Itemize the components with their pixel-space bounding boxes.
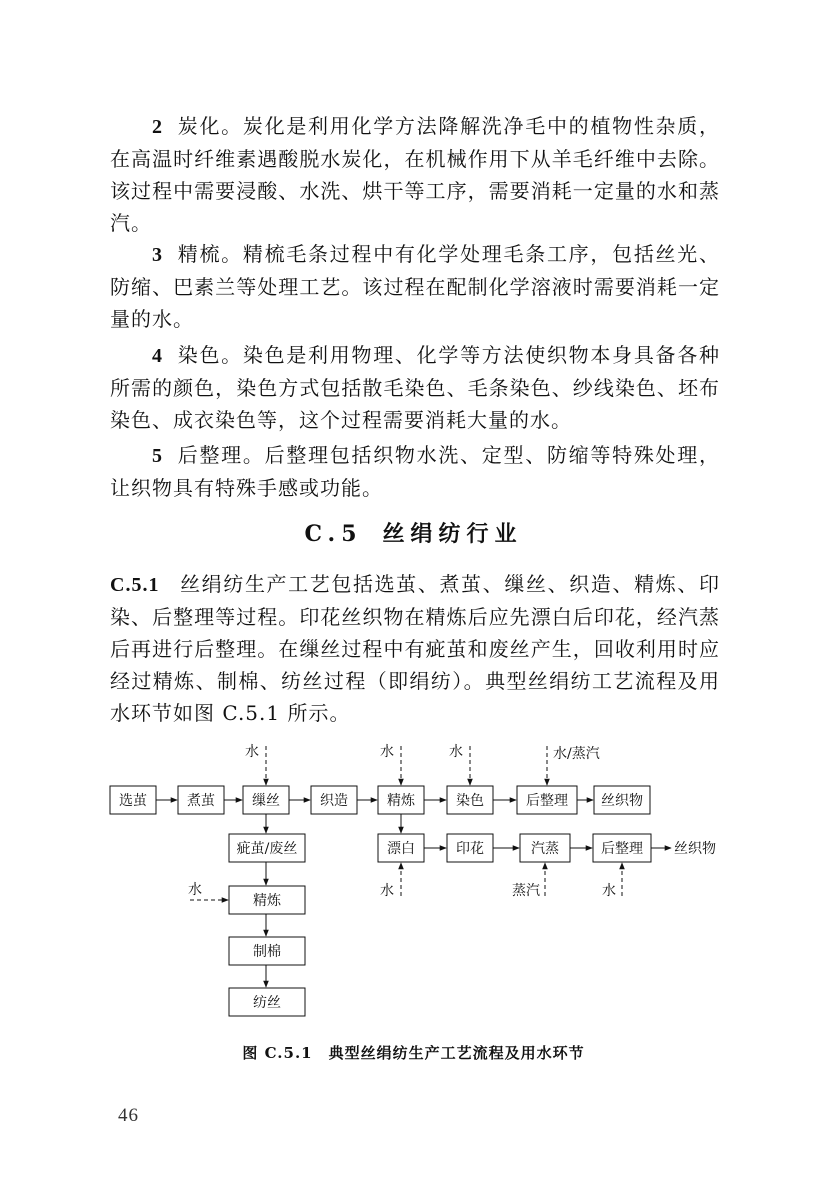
box-finishing: [517, 786, 577, 814]
figure-caption: 图 C.5.1 典型丝绢纺生产工艺流程及用水环节: [242, 1044, 585, 1062]
svg-text:丝织物: 丝织物: [601, 793, 643, 809]
paragraph-combing: [110, 238, 720, 335]
svg-text:制棉: 制棉: [253, 944, 281, 960]
process-flow-diagram: [0, 738, 827, 1032]
box-printing: [447, 834, 493, 862]
box-refining: [378, 786, 424, 814]
svg-text:后整理: 后整理: [601, 841, 643, 857]
svg-text:漂白: 漂白: [387, 841, 415, 857]
clause-text: 丝绢纺生产工艺包括选茧、煮茧、缫丝、织造、精炼、印染、后整理等过程。印花丝织物在精炼后应先漂白后印花，经汽蒸后再进行后整理。在缫丝过程中有疵茧和废丝产生，回收利用时应经过精炼、制棉、纺丝过程（即绢纺）。典型丝绢纺工艺流程及用水环节如图 C.5.1 所示。: [110, 572, 720, 725]
paragraph-number: 5: [152, 445, 163, 467]
water-label: 水: [188, 882, 202, 898]
water-label: 水: [245, 744, 259, 760]
paragraph-text: 染色。染色是利用物理、化学等方法使织物本身具备各种所需的颜色，染色方式包括散毛染色、毛条染色、纱线染色、坯布染色、成衣染色等，这个过程需要消耗大量的水。: [110, 343, 720, 432]
svg-text:煮茧: 煮茧: [187, 793, 215, 809]
print-output-label: 丝织物: [674, 841, 716, 857]
box-dyeing: [447, 786, 493, 814]
top-water-inputs: [245, 743, 600, 785]
paragraph-number: 4: [152, 345, 163, 367]
svg-text:汽蒸: 汽蒸: [531, 841, 559, 857]
main-row: [110, 786, 650, 814]
svg-text:纺丝: 纺丝: [253, 995, 281, 1011]
box-print-finishing: [593, 834, 651, 862]
paragraph-dyeing: [110, 339, 720, 436]
section-title: 丝绢纺行业: [382, 521, 523, 547]
svg-text:织造: 织造: [320, 793, 348, 809]
box-steaming: [520, 834, 570, 862]
svg-text:印花: 印花: [456, 841, 484, 857]
water-label: 水: [380, 744, 394, 760]
paragraph-text: 精梳。精梳毛条过程中有化学处理毛条工序，包括丝光、防缩、巴素兰等处理工艺。该过程在配制化学溶液时需要消耗一定量的水。: [110, 242, 720, 331]
waste-refining-input: [188, 881, 228, 900]
section-number: C.5: [304, 521, 363, 547]
paragraph-finishing: [110, 439, 720, 504]
box-cocoon-sorting: [110, 786, 156, 814]
svg-text:选茧: 选茧: [119, 793, 147, 809]
water-label: 水: [449, 744, 463, 760]
box-carding: [229, 937, 305, 965]
waste-column: [229, 834, 305, 1016]
box-waste-refining: [229, 886, 305, 914]
paragraph-carbonizing: [110, 110, 720, 239]
box-silk-fabric: [594, 786, 650, 814]
svg-text:后整理: 后整理: [526, 793, 568, 809]
paragraph-text: 后整理。后整理包括织物水洗、定型、防缩等特殊处理，让织物具有特殊手感或功能。: [110, 443, 720, 500]
section-heading: [0, 517, 827, 548]
box-cocoon-cooking: [178, 786, 224, 814]
box-waste-silk: [229, 834, 305, 862]
box-bleaching: [378, 834, 424, 862]
clause-c-5-1: [110, 568, 720, 729]
box-weaving: [311, 786, 357, 814]
svg-text:缫丝: 缫丝: [252, 793, 280, 809]
clause-number: C.5.1: [110, 574, 160, 596]
svg-text:疵茧/废丝: 疵茧/废丝: [236, 841, 298, 857]
page-number: 46: [118, 1105, 139, 1126]
svg-text:精炼: 精炼: [387, 793, 415, 809]
box-reeling: [243, 786, 289, 814]
paragraph-number: 2: [152, 116, 163, 138]
water-steam-label: 水/蒸汽: [553, 746, 600, 762]
box-spinning: [229, 988, 305, 1016]
svg-text:染色: 染色: [456, 793, 484, 809]
bottom-inputs: [380, 863, 622, 899]
paragraph-text: 炭化。炭化是利用化学方法降解洗净毛中的植物性杂质，在高温时纤维素遇酸脱水炭化，在机械作用下从羊毛纤维中去除。该过程中需要浸酸、水洗、烘干等工序，需要消耗一定量的水和蒸汽。: [110, 114, 720, 235]
paragraph-number: 3: [152, 244, 163, 266]
water-label: 水: [602, 883, 616, 899]
steam-label: 蒸汽: [512, 883, 540, 899]
water-label: 水: [380, 883, 394, 899]
svg-text:精炼: 精炼: [253, 893, 281, 909]
